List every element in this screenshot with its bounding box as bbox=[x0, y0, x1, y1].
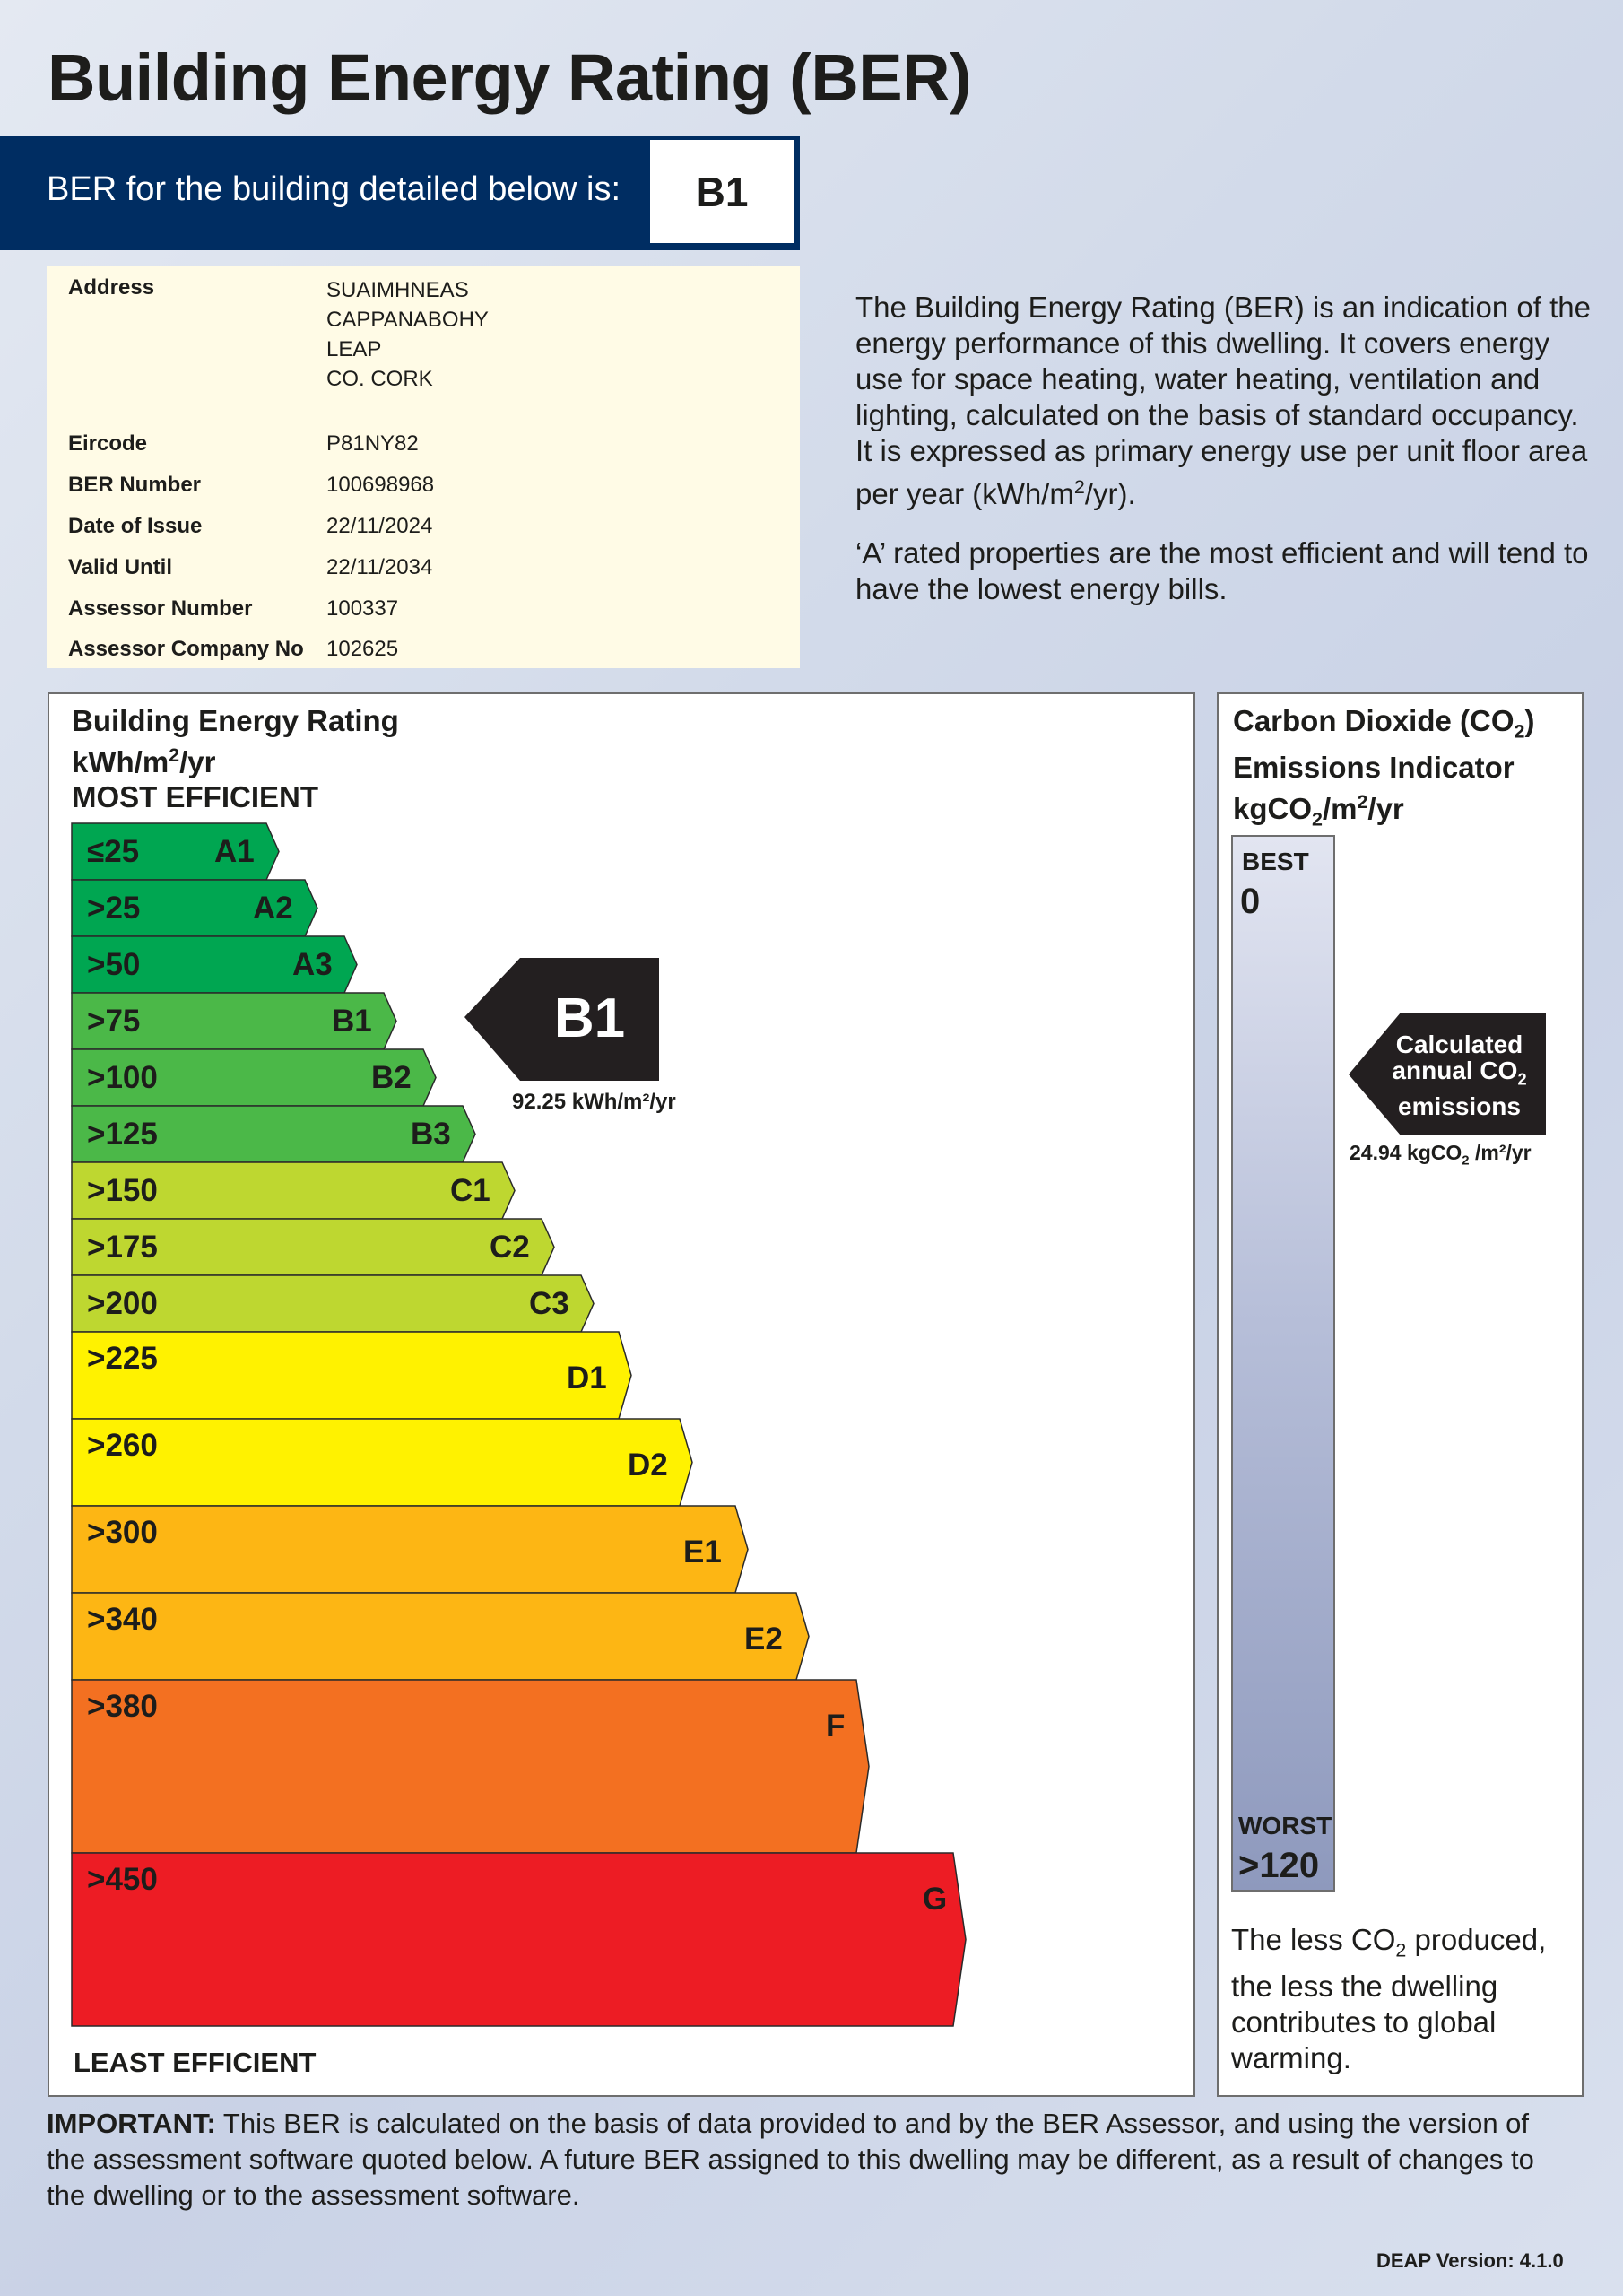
ber-band-range: >25 bbox=[87, 891, 141, 926]
co2-pointer-text: Calculated annual $CO_2$ emissions bbox=[1392, 1031, 1527, 1120]
valid-until-value: 22/11/2034 bbox=[326, 555, 433, 579]
ber-band-range: >150 bbox=[87, 1173, 158, 1208]
ber-band-range: ≤25 bbox=[87, 834, 140, 869]
ber-band-range: >200 bbox=[87, 1286, 158, 1321]
deap-version: DEAP Version: 4.1.0 bbox=[1376, 2249, 1564, 2272]
ber-band-grade: B3 bbox=[411, 1117, 451, 1152]
ber-number-label: BER Number bbox=[68, 473, 202, 497]
ber-band-grade: C2 bbox=[490, 1230, 530, 1265]
address-label: Address bbox=[68, 275, 155, 300]
page-title: Building Energy Rating (BER) bbox=[48, 40, 972, 115]
ber-band-grade: D1 bbox=[567, 1361, 607, 1396]
ber-band-range: >125 bbox=[87, 1117, 158, 1152]
ber-number-value: 100698968 bbox=[326, 473, 435, 497]
ber-band-grade: B2 bbox=[371, 1060, 412, 1095]
co2-best-value: 0 bbox=[1240, 882, 1261, 921]
eircode-label: Eircode bbox=[68, 431, 148, 456]
ber-band-grade: B1 bbox=[332, 1004, 372, 1039]
co2-scale-bar bbox=[1231, 835, 1335, 1892]
ber-band-range: >300 bbox=[87, 1515, 158, 1550]
eircode-value: P81NY82 bbox=[326, 431, 419, 456]
address-line: LEAP bbox=[326, 337, 382, 361]
date-of-issue-value: 22/11/2024 bbox=[326, 514, 433, 538]
ber-band-grade: G bbox=[923, 1882, 948, 1917]
date-of-issue-label: Date of Issue bbox=[68, 514, 203, 538]
ber-band-e2 bbox=[72, 1593, 809, 1680]
important-notice: IMPORTANT: This BER is calculated on the basis of data provided to and by the BER Assessor, and using the version of the assessment software quoted below. A future BER assigned to this dwelling may be different, as a result of changes to the dwelling or to the assessment software. bbox=[47, 2108, 1534, 2211]
ber-band-d2 bbox=[72, 1419, 692, 1506]
ber-band-grade: D2 bbox=[628, 1448, 668, 1483]
address-line: CAPPANABOHY bbox=[326, 308, 489, 332]
ber-band-range: >175 bbox=[87, 1230, 158, 1265]
assessor-company-value: 102625 bbox=[326, 637, 399, 661]
ber-band-range: >260 bbox=[87, 1428, 158, 1463]
ber-band-grade: C1 bbox=[450, 1173, 490, 1208]
co2-worst-value: >120 bbox=[1238, 1846, 1320, 1885]
valid-until-label: Valid Until bbox=[68, 555, 173, 579]
co2-heading: Carbon Dioxide $(CO_2)$ Emissions Indicator $kgCO_2/m^2/yr$ bbox=[1233, 704, 1535, 831]
assessor-number-value: 100337 bbox=[326, 596, 399, 621]
ber-scale-heading: Building Energy Rating kWh/$m^2/yr$ MOST EFFICIENT bbox=[72, 704, 399, 813]
address-line: CO. CORK bbox=[326, 367, 433, 391]
ber-band-g bbox=[72, 1853, 966, 2026]
assessor-number-label: Assessor Number bbox=[68, 596, 253, 621]
co2-value: 24.94 kgCO$_2$ /m²/yr bbox=[1350, 1141, 1532, 1169]
ber-pointer-grade: B1 bbox=[553, 987, 626, 1049]
ber-band-grade: A3 bbox=[292, 947, 333, 982]
co2-note: The less $CO_2$ produced, the less the dwelling contributes to global warming. bbox=[1231, 1923, 1547, 2074]
ber-band-range: >100 bbox=[87, 1060, 158, 1095]
intro-paragraph-1: The Building Energy Rating (BER) is an indication of the energy performance of this dwelling. It covers energy use for space heating, water heating, ventilation and lighting, calculated on the basis of standard occupancy. It is expressed as primary energy use per unit floor area per year $(kWh/m^2/yr)$. bbox=[855, 291, 1591, 510]
ber-band-grade: C3 bbox=[529, 1286, 569, 1321]
ber-band-range: >380 bbox=[87, 1689, 158, 1724]
ber-band-f bbox=[72, 1680, 869, 1853]
least-efficient-label: LEAST EFFICIENT bbox=[74, 2047, 317, 2078]
rating-box: B1 bbox=[647, 137, 796, 246]
ber-band-grade: E1 bbox=[683, 1535, 722, 1570]
rating-banner-text: BER for the building detailed below is: bbox=[47, 170, 621, 208]
ber-band-grade: A2 bbox=[253, 891, 293, 926]
ber-band-grade: A1 bbox=[214, 834, 255, 869]
assessor-company-label: Assessor Company No bbox=[68, 637, 304, 661]
ber-band-range: >450 bbox=[87, 1862, 158, 1897]
ber-band-range: >75 bbox=[87, 1004, 141, 1039]
ber-band-range: >340 bbox=[87, 1602, 158, 1637]
ber-band-grade: F bbox=[826, 1709, 846, 1744]
ber-band-grade: E2 bbox=[744, 1622, 783, 1657]
ber-band-range: >50 bbox=[87, 947, 141, 982]
intro-paragraph-2: ‘A’ rated properties are the most efficient and will tend to have the lowest energy bills. bbox=[855, 536, 1589, 605]
address-line: SUAIMHNEAS bbox=[326, 278, 469, 302]
ber-band-range: >225 bbox=[87, 1341, 158, 1376]
ber-band-e1 bbox=[72, 1506, 748, 1593]
co2-worst-label: WORST bbox=[1238, 1812, 1332, 1839]
co2-best-label: BEST bbox=[1242, 848, 1309, 875]
ber-pointer-value: 92.25 kWh/m²/yr bbox=[512, 1090, 676, 1114]
